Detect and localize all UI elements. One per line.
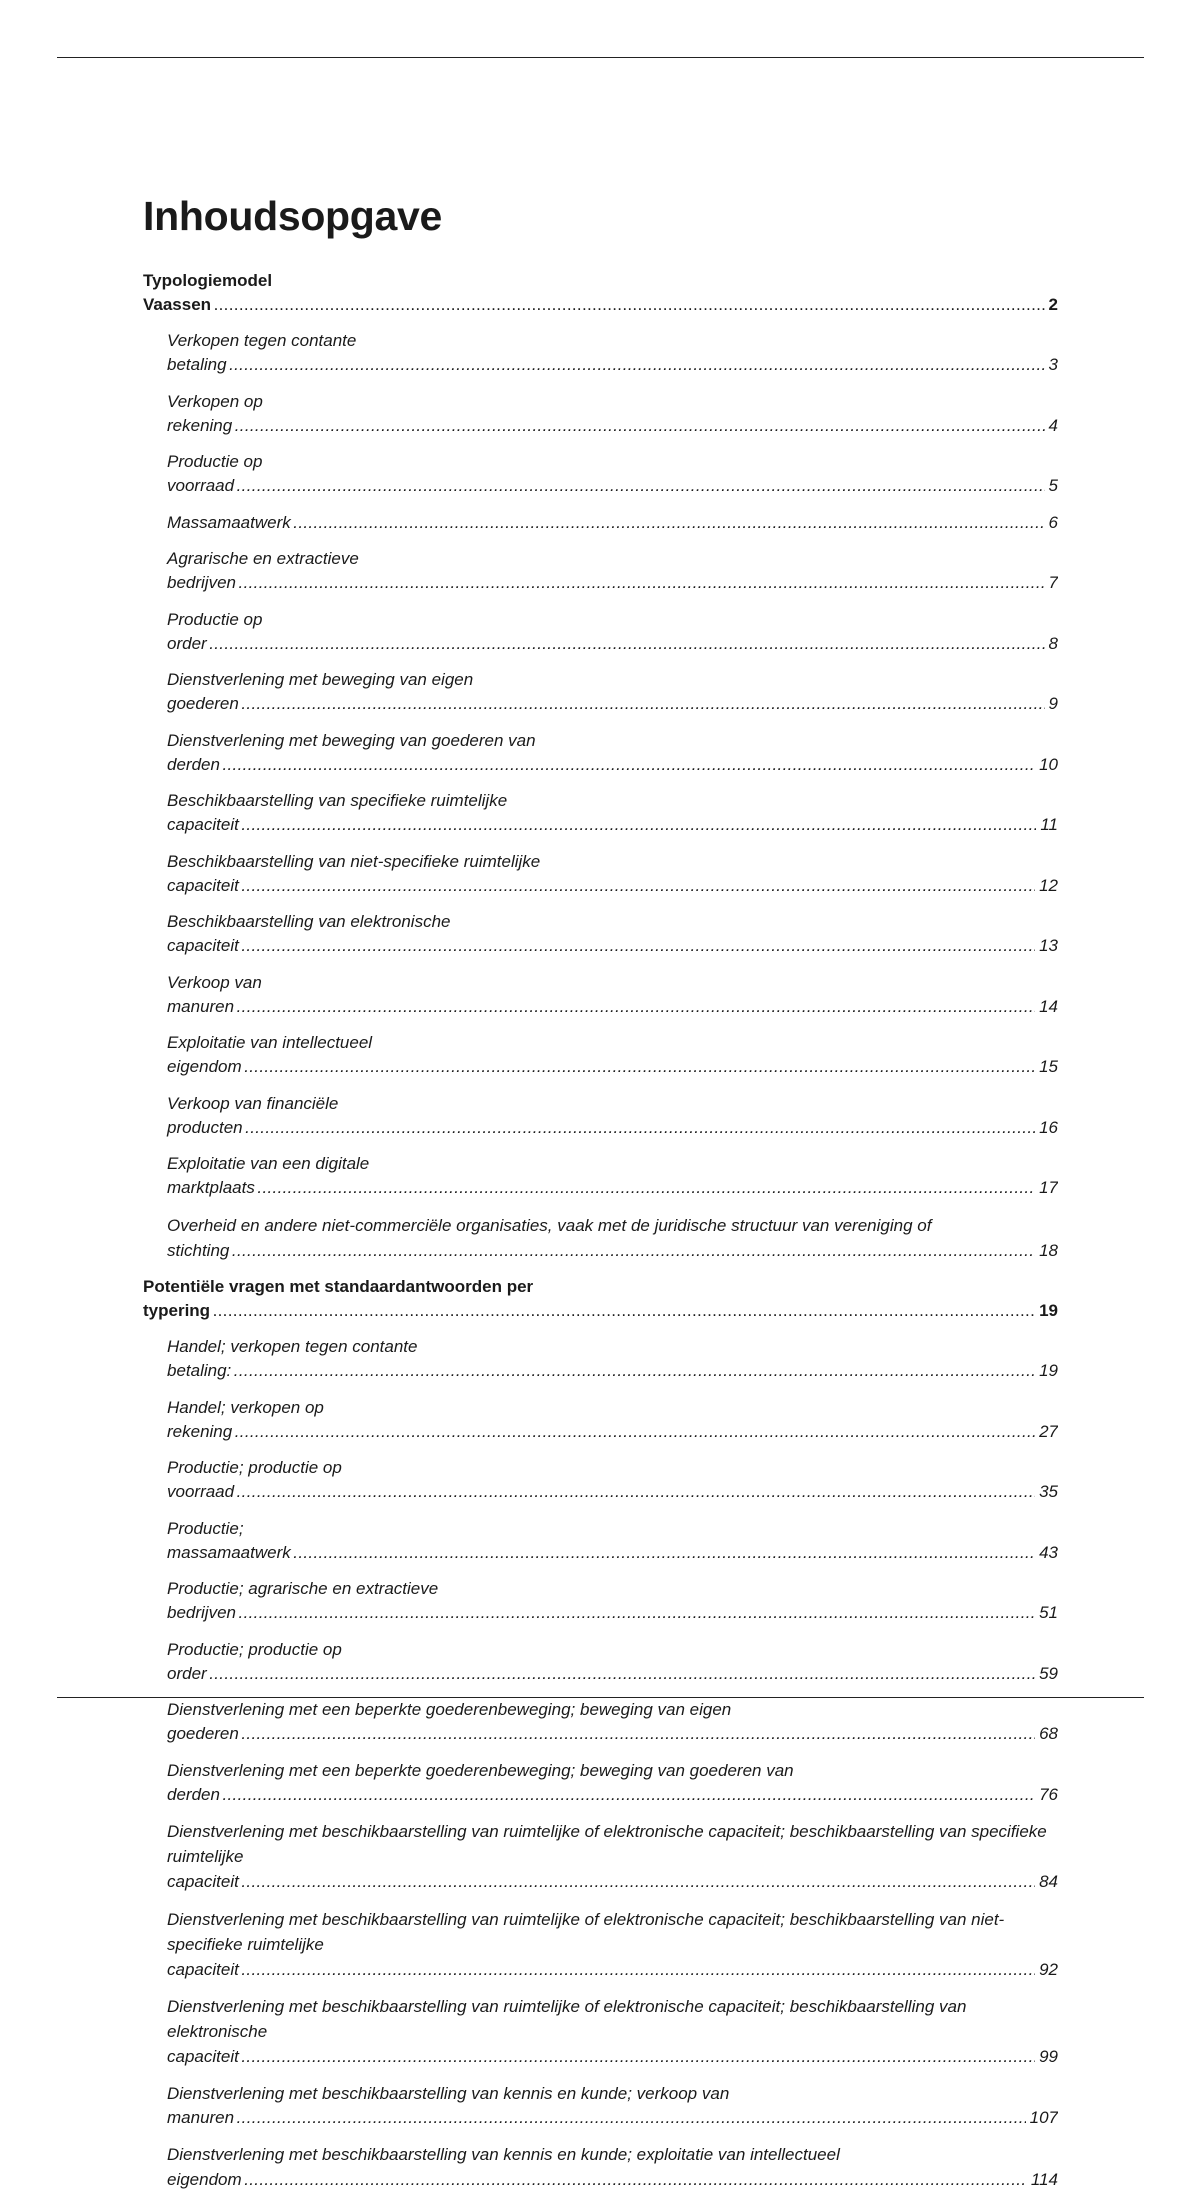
toc-entry[interactable] xyxy=(143,1517,1058,1565)
toc-entry[interactable] xyxy=(143,1994,1058,2069)
toc-entry-page: 107 xyxy=(1026,2106,1058,2130)
toc-entry-page: 7 xyxy=(1045,571,1058,595)
toc-entry-text: Dienstverlening met beschikbaarstelling van ruimtelijke of elektronische capaciteit; beschikbaarstelling van elektronische capaciteit . . . xyxy=(167,1997,1058,2066)
toc-entry[interactable] xyxy=(143,390,1058,438)
toc-entry-page: 35 xyxy=(1035,1480,1058,1504)
toc-entry-text: Verkopen tegen contante betaling . . . xyxy=(167,331,1058,374)
toc-entry[interactable] xyxy=(143,1819,1058,1894)
toc-entry-text: Dienstverlening met een beperkte goederenbeweging; beweging van eigen goederen . . . xyxy=(167,1700,1058,1743)
toc-entry-text: Dienstverlening met beschikbaarstelling van kennis en kunde; exploitatie van intellectueel eigendom . . . xyxy=(167,2145,1058,2189)
toc-entry-text: Productie; massamaatwerk . . . xyxy=(167,1519,1058,1562)
toc-entry[interactable] xyxy=(143,1152,1058,1200)
toc-entry[interactable] xyxy=(143,450,1058,498)
toc-entry[interactable] xyxy=(143,1456,1058,1504)
header-rule xyxy=(57,57,1144,58)
toc-entry[interactable] xyxy=(143,1907,1058,1982)
toc-entry[interactable] xyxy=(143,971,1058,1019)
toc-entry-page: 8 xyxy=(1045,632,1058,656)
toc-entry-page: 15 xyxy=(1035,1055,1058,1079)
toc-entry-text: Handel; verkopen op rekening . . . xyxy=(167,1398,1058,1441)
toc-entry-text: Beschikbaarstelling van specifieke ruimtelijke capaciteit . . . xyxy=(167,791,1058,834)
toc-entry-page: 13 xyxy=(1035,934,1058,958)
toc-entry-text: Dienstverlening met beweging van goederen van derden . . . xyxy=(167,731,1058,774)
toc-entry[interactable] xyxy=(143,910,1058,958)
toc-entry[interactable] xyxy=(143,329,1058,377)
toc-entry[interactable] xyxy=(143,1396,1058,1444)
toc-entry-text: Dienstverlening met een beperkte goederenbeweging; beweging van goederen van derden . . . xyxy=(167,1761,1058,1804)
toc-entry-page: 59 xyxy=(1035,1662,1058,1686)
toc-entry-page: 9 xyxy=(1045,692,1058,716)
toc-entry-page: 14 xyxy=(1035,995,1058,1019)
toc-entry[interactable] xyxy=(143,1335,1058,1383)
toc-entry-text: Massamaatwerk . . . xyxy=(167,513,1058,532)
toc-entry[interactable] xyxy=(143,2142,1058,2192)
toc-entry-text: Productie; productie op voorraad . . . xyxy=(167,1458,1058,1501)
toc-entry[interactable] xyxy=(143,511,1058,535)
toc-entry-page: 19 xyxy=(1035,1359,1058,1383)
toc-entry-text: Exploitatie van een digitale marktplaats . . . xyxy=(167,1154,1058,1197)
toc-entry-text: Verkoop van financiële producten . . . xyxy=(167,1094,1058,1137)
page-title: Inhoudsopgave xyxy=(143,193,443,239)
toc-entry-text: Overheid en andere niet-commerciële organisaties, vaak met de juridische structuur van vereniging of stichting . . . xyxy=(167,1216,1058,1260)
toc-entry-page: 10 xyxy=(1035,753,1058,777)
toc-entry-page: 18 xyxy=(1035,1238,1058,1263)
toc-entry-page: 17 xyxy=(1035,1176,1058,1200)
toc-entry[interactable] xyxy=(143,1638,1058,1686)
toc-entry[interactable] xyxy=(143,2082,1058,2130)
toc-entry-page: 5 xyxy=(1045,474,1058,498)
toc-entry-page: 3 xyxy=(1045,353,1058,377)
toc-entry-text: Verkopen op rekening . . . xyxy=(167,392,1058,435)
toc-entry[interactable] xyxy=(143,1213,1058,1263)
toc-entry-page: 51 xyxy=(1035,1601,1058,1625)
toc-entry-page: 84 xyxy=(1035,1869,1058,1894)
toc-entry[interactable] xyxy=(143,1031,1058,1079)
toc-entry-page: 92 xyxy=(1035,1957,1058,1982)
toc-entry-text: Exploitatie van intellectueel eigendom . . . xyxy=(167,1033,1058,1076)
toc-entry-page: 27 xyxy=(1035,1420,1058,1444)
toc-entry-text: Agrarische en extractieve bedrijven . . . xyxy=(167,549,1058,592)
toc-entry-text: Dienstverlening met beschikbaarstelling van ruimtelijke of elektronische capaciteit; beschikbaarstelling van specifieke ruimtelijke capaciteit . . . xyxy=(167,1822,1058,1891)
toc-entry-page: 114 xyxy=(1027,2167,1058,2192)
toc-entry-text: Potentiële vragen met standaardantwoorden per typering . . . xyxy=(143,1277,1058,1320)
toc-entry[interactable] xyxy=(143,608,1058,656)
toc-entry-page: 6 xyxy=(1045,511,1058,535)
toc-entry-page: 2 xyxy=(1045,293,1058,317)
toc-entry-page: 19 xyxy=(1035,1299,1058,1323)
toc-entry-text: Handel; verkopen tegen contante betaling: . . . xyxy=(167,1337,1058,1380)
toc-entry-page: 16 xyxy=(1035,1116,1058,1140)
toc-entry[interactable] xyxy=(143,850,1058,898)
toc-entry-text: Dienstverlening met beschikbaarstelling van kennis en kunde; verkoop van manuren . . . xyxy=(167,2084,1058,2127)
toc-entry-text: Typologiemodel Vaassen . . . xyxy=(143,271,1058,314)
toc-entry-page: 99 xyxy=(1035,2044,1058,2069)
toc-entry[interactable] xyxy=(143,789,1058,837)
toc-entry[interactable] xyxy=(143,547,1058,595)
toc-page xyxy=(143,195,1058,2205)
toc-entry-text: Beschikbaarstelling van elektronische capaciteit . . . xyxy=(167,912,1058,955)
toc-entry[interactable] xyxy=(143,269,1058,317)
toc-entry-text: Beschikbaarstelling van niet-specifieke ruimtelijke capaciteit . . . xyxy=(167,852,1058,895)
toc-entry[interactable] xyxy=(143,1759,1058,1807)
toc-entry[interactable] xyxy=(143,1577,1058,1625)
toc-entry-page: 43 xyxy=(1035,1541,1058,1565)
toc-entry-page: 12 xyxy=(1035,874,1058,898)
footer-rule xyxy=(57,1697,1144,1698)
toc-entry[interactable] xyxy=(143,1698,1058,1746)
toc-entry[interactable] xyxy=(143,1092,1058,1140)
toc-entry-text: Productie; productie op order . . . xyxy=(167,1640,1058,1683)
toc-entry-text: Productie op voorraad . . . xyxy=(167,452,1058,495)
toc-entry-text: Dienstverlening met beschikbaarstelling van ruimtelijke of elektronische capaciteit; beschikbaarstelling van niet-specifieke ruimtelijke capaciteit . . . xyxy=(167,1910,1058,1979)
toc-entry[interactable] xyxy=(143,729,1058,777)
toc-entry[interactable] xyxy=(143,1275,1058,1323)
toc-entry-text: Verkoop van manuren . . . xyxy=(167,973,1058,1016)
toc-entry-text: Dienstverlening met beweging van eigen goederen . . . xyxy=(167,670,1058,713)
toc-entry-text: Productie op order . . . xyxy=(167,610,1058,653)
toc-entry-page: 76 xyxy=(1035,1783,1058,1807)
toc-entry-page: 4 xyxy=(1045,414,1058,438)
toc-entry[interactable] xyxy=(143,668,1058,716)
toc-entry-page: 11 xyxy=(1036,813,1058,837)
toc-entry-page: 68 xyxy=(1035,1722,1058,1746)
toc-entry-text: Productie; agrarische en extractieve bedrijven . . . xyxy=(167,1579,1058,1622)
